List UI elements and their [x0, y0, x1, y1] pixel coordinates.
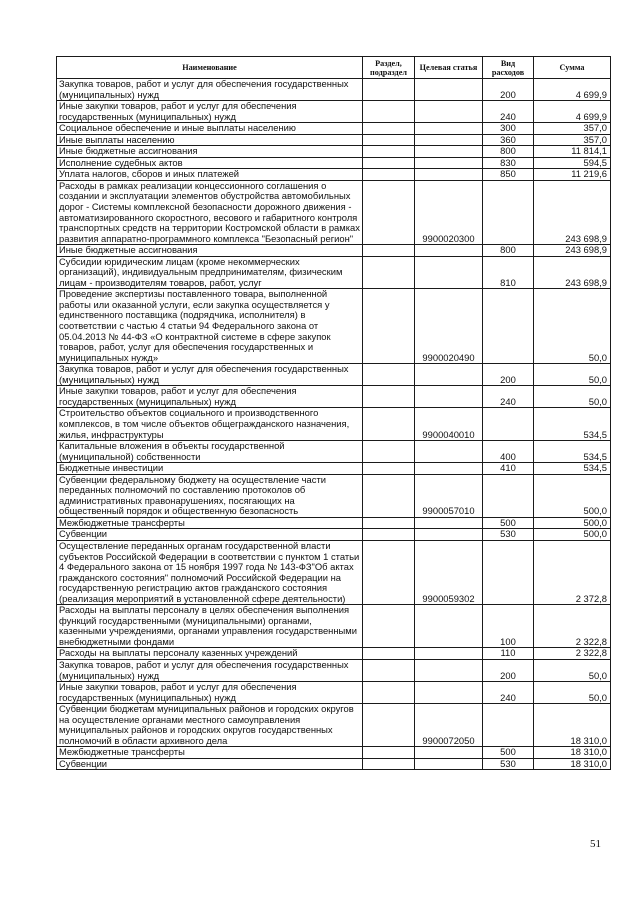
header-name: Наименование: [57, 57, 363, 79]
cell-section: [363, 463, 415, 475]
cell-target: [415, 364, 483, 386]
cell-type: 200: [483, 79, 534, 101]
cell-target: [415, 463, 483, 475]
cell-name: Межбюджетные трансферты: [57, 747, 363, 759]
cell-sum: 18 310,0: [534, 758, 611, 770]
table-row: [57, 157, 611, 169]
cell-name: Субвенции бюджетам муниципальных районов и городских округов на осуществление органами местного самоуправления муниципальных районов и городских округов государственных полномочий в области архивного дела: [57, 704, 363, 747]
table-row: [57, 605, 611, 648]
cell-target: [415, 134, 483, 146]
cell-sum: 357,0: [534, 123, 611, 135]
cell-name: Расходы на выплаты персоналу в целях обеспечения выполнения функций государственными (муниципальными) органами, казенными учреждениями, органами управления государственными внебюджетными фондами: [57, 605, 363, 648]
cell-sum: 2 372,8: [534, 540, 611, 604]
table-body: [57, 79, 611, 770]
cell-section: [363, 605, 415, 648]
cell-target: [415, 682, 483, 704]
cell-type: 800: [483, 245, 534, 257]
cell-section: [363, 364, 415, 386]
cell-type: 530: [483, 529, 534, 541]
cell-name: Социальное обеспечение и иные выплаты населению: [57, 123, 363, 135]
cell-type: 360: [483, 134, 534, 146]
cell-sum: 50,0: [534, 682, 611, 704]
table-row: [57, 682, 611, 704]
cell-section: [363, 747, 415, 759]
cell-name: Иные закупки товаров, работ и услуг для обеспечения государственных (муниципальных) нужд: [57, 682, 363, 704]
cell-section: [363, 157, 415, 169]
cell-sum: 4 699,9: [534, 101, 611, 123]
cell-type: 100: [483, 605, 534, 648]
cell-name: Исполнение судебных актов: [57, 157, 363, 169]
table-row: [57, 463, 611, 475]
header-row: [57, 57, 611, 79]
cell-type: 400: [483, 441, 534, 463]
table-row: [57, 289, 611, 364]
cell-section: [363, 474, 415, 517]
table-row: [57, 529, 611, 541]
cell-target: [415, 529, 483, 541]
cell-sum: 50,0: [534, 289, 611, 364]
cell-type: [483, 540, 534, 604]
cell-type: 300: [483, 123, 534, 135]
table-row: [57, 134, 611, 146]
page-number: 51: [590, 838, 601, 850]
cell-target: [415, 517, 483, 529]
cell-type: 240: [483, 682, 534, 704]
table-row: [57, 540, 611, 604]
cell-sum: 594,5: [534, 157, 611, 169]
cell-name: Иные бюджетные ассигнования: [57, 245, 363, 257]
cell-sum: 500,0: [534, 517, 611, 529]
cell-section: [363, 386, 415, 408]
cell-target: 9900020300: [415, 180, 483, 244]
cell-sum: 243 698,9: [534, 256, 611, 289]
table-row: [57, 169, 611, 181]
table-row: [57, 245, 611, 257]
cell-type: [483, 704, 534, 747]
cell-section: [363, 659, 415, 681]
cell-section: [363, 704, 415, 747]
cell-sum: 50,0: [534, 386, 611, 408]
table-row: [57, 474, 611, 517]
cell-name: Капитальные вложения в объекты государственной (муниципальной) собственности: [57, 441, 363, 463]
header-sum: Сумма: [534, 57, 611, 79]
cell-type: [483, 408, 534, 441]
cell-sum: 50,0: [534, 364, 611, 386]
cell-name: Бюджетные инвестиции: [57, 463, 363, 475]
cell-target: [415, 169, 483, 181]
cell-sum: 534,5: [534, 441, 611, 463]
table-row: [57, 648, 611, 660]
table-row: [57, 386, 611, 408]
cell-name: Закупка товаров, работ и услуг для обеспечения государственных (муниципальных) нужд: [57, 364, 363, 386]
cell-name: Закупка товаров, работ и услуг для обеспечения государственных (муниципальных) нужд: [57, 659, 363, 681]
cell-type: 830: [483, 157, 534, 169]
cell-name: Строительство объектов социального и производственного комплексов, в том числе объектов общегражданского назначения, жилья, инфраструктуры: [57, 408, 363, 441]
cell-type: 200: [483, 364, 534, 386]
cell-name: Закупка товаров, работ и услуг для обеспечения государственных (муниципальных) нужд: [57, 79, 363, 101]
cell-name: Субвенции: [57, 529, 363, 541]
header-section: Раздел, подраздел: [363, 57, 415, 79]
cell-name: Проведение экспертизы поставленного товара, выполненной работы или оказанной услуги, если закупка осуществляется у единственного поставщика (подрядчика, исполнителя) в соответствии с частью 4 статьи 94 Федерального закона от 05.04.2013 № 44-ФЗ «О контрактной системе в сфере закупок товаров, работ, услуг для обеспечения государственных и муниципальных нужд»: [57, 289, 363, 364]
cell-section: [363, 169, 415, 181]
cell-target: 9900057010: [415, 474, 483, 517]
cell-target: [415, 659, 483, 681]
cell-type: 500: [483, 517, 534, 529]
cell-section: [363, 648, 415, 660]
cell-section: [363, 441, 415, 463]
cell-target: 9900059302: [415, 540, 483, 604]
table-row: [57, 123, 611, 135]
cell-section: [363, 529, 415, 541]
cell-name: Иные бюджетные ассигнования: [57, 146, 363, 158]
cell-sum: 357,0: [534, 134, 611, 146]
cell-name: Субвенции: [57, 758, 363, 770]
cell-target: [415, 386, 483, 408]
cell-sum: 50,0: [534, 659, 611, 681]
cell-target: [415, 648, 483, 660]
table-row: [57, 704, 611, 747]
cell-sum: 11 219,6: [534, 169, 611, 181]
cell-target: [415, 146, 483, 158]
cell-target: 9900072050: [415, 704, 483, 747]
cell-name: Межбюджетные трансферты: [57, 517, 363, 529]
cell-name: Иные закупки товаров, работ и услуг для обеспечения государственных (муниципальных) нужд: [57, 386, 363, 408]
cell-name: Осуществление переданных органам государственной власти субъектов Российской Федерации в соответствии с пунктом 1 статьи 4 Федерального закона от 15 ноября 1997 года № 143-ФЗ"Об актах гражданского состояния" полномочий Российской Федерации на государственную регистрацию актов гражданского состояния (реализация мероприятий в установленной сфере деятельности): [57, 540, 363, 604]
cell-sum: 243 698,9: [534, 180, 611, 244]
table-row: [57, 256, 611, 289]
cell-target: [415, 758, 483, 770]
table-row: [57, 747, 611, 759]
cell-sum: 4 699,9: [534, 79, 611, 101]
cell-section: [363, 517, 415, 529]
cell-type: 530: [483, 758, 534, 770]
cell-type: 850: [483, 169, 534, 181]
cell-section: [363, 134, 415, 146]
cell-target: [415, 245, 483, 257]
cell-target: [415, 123, 483, 135]
cell-section: [363, 79, 415, 101]
table-row: [57, 146, 611, 158]
cell-type: [483, 289, 534, 364]
cell-sum: 500,0: [534, 529, 611, 541]
cell-sum: 2 322,8: [534, 648, 611, 660]
cell-section: [363, 289, 415, 364]
cell-target: [415, 79, 483, 101]
cell-type: 500: [483, 747, 534, 759]
table-row: [57, 79, 611, 101]
cell-sum: 243 698,9: [534, 245, 611, 257]
table-row: [57, 408, 611, 441]
cell-sum: 500,0: [534, 474, 611, 517]
cell-type: 110: [483, 648, 534, 660]
cell-section: [363, 245, 415, 257]
table-row: [57, 758, 611, 770]
cell-section: [363, 682, 415, 704]
cell-section: [363, 180, 415, 244]
cell-target: [415, 605, 483, 648]
cell-type: 240: [483, 101, 534, 123]
table-row: [57, 364, 611, 386]
budget-table: [56, 56, 611, 770]
cell-section: [363, 758, 415, 770]
cell-type: [483, 180, 534, 244]
cell-name: Иные выплаты населению: [57, 134, 363, 146]
table-row: [57, 441, 611, 463]
cell-target: 9900020490: [415, 289, 483, 364]
cell-section: [363, 256, 415, 289]
cell-target: [415, 747, 483, 759]
cell-type: [483, 474, 534, 517]
cell-name: Иные закупки товаров, работ и услуг для обеспечения государственных (муниципальных) нужд: [57, 101, 363, 123]
cell-name: Субсидии юридическим лицам (кроме некоммерческих организаций), индивидуальным предпринимателям, физическим лицам - производителям товаров, работ, услуг: [57, 256, 363, 289]
cell-type: 240: [483, 386, 534, 408]
cell-section: [363, 123, 415, 135]
table-row: [57, 659, 611, 681]
cell-name: Расходы в рамках реализации концессионного соглашения о создании и эксплуатации элементов обустройства автомобильных дорог - Системы комплексной безопасности дорожного движения - автоматизированного скоростного, весового и габаритного контроля транспортных средств на территории Костромской области в рамках развития аппаратно-программного комплекса "Безопасный регион": [57, 180, 363, 244]
cell-type: 800: [483, 146, 534, 158]
cell-type: 810: [483, 256, 534, 289]
cell-type: 410: [483, 463, 534, 475]
table-row: [57, 517, 611, 529]
cell-target: [415, 256, 483, 289]
cell-name: Субвенции федеральному бюджету на осуществление части переданных полномочий по составлению протоколов об административных правонарушениях, посягающих на общественный порядок и общественную безопасность: [57, 474, 363, 517]
cell-section: [363, 146, 415, 158]
cell-sum: 11 814,1: [534, 146, 611, 158]
cell-name: Расходы на выплаты персоналу казенных учреждений: [57, 648, 363, 660]
cell-sum: 2 322,8: [534, 605, 611, 648]
header-target: Целевая статья: [415, 57, 483, 79]
cell-sum: 534,5: [534, 408, 611, 441]
cell-target: 9900040010: [415, 408, 483, 441]
cell-sum: 18 310,0: [534, 704, 611, 747]
cell-section: [363, 408, 415, 441]
table-header: [57, 57, 611, 79]
cell-sum: 534,5: [534, 463, 611, 475]
cell-section: [363, 101, 415, 123]
table-row: [57, 180, 611, 244]
cell-target: [415, 157, 483, 169]
cell-name: Уплата налогов, сборов и иных платежей: [57, 169, 363, 181]
cell-type: 200: [483, 659, 534, 681]
cell-target: [415, 441, 483, 463]
cell-sum: 18 310,0: [534, 747, 611, 759]
cell-target: [415, 101, 483, 123]
cell-section: [363, 540, 415, 604]
header-type: Вид расходов: [483, 57, 534, 79]
table-row: [57, 101, 611, 123]
